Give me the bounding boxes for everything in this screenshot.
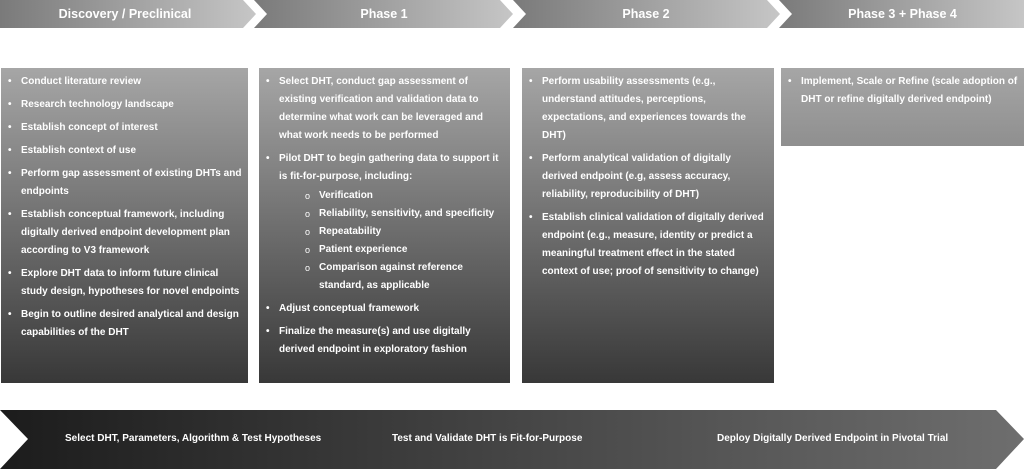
phase-1-box [259, 68, 510, 383]
phase-header-phase-3-4: Phase 3 + Phase 4 [848, 7, 957, 21]
phase-2-box [522, 68, 774, 383]
sublist-item: o Repeatability [279, 223, 504, 241]
phase-header-discovery: Discovery / Preclinical [58, 7, 192, 21]
phase-3-4-box [781, 68, 1024, 146]
sublist-item: o Reliability, sensitivity, and specificity [279, 205, 504, 223]
phase-1-sublist [279, 187, 504, 295]
list-item: • Establish context of use [7, 142, 242, 160]
phase-header-phase-1: Phase 1 [360, 7, 408, 21]
list-item [265, 150, 504, 295]
list-item: • Adjust conceptual framework [265, 300, 504, 318]
list-item: • Explore DHT data to inform future clinical study design, hypotheses for novel endpoints [7, 265, 242, 301]
sublist-item: o Comparison against reference standard, as applicable [279, 259, 504, 295]
list-item: • Finalize the measure(s) and use digitally derived endpoint in exploratory fashion [265, 323, 504, 359]
list-item-text: Pilot DHT to begin gathering data to support it is fit-for-purpose, including: [279, 153, 499, 182]
list-item: • Implement, Scale or Refine (scale adoption of DHT or refine digitally derived endpoint) [787, 73, 1018, 109]
arrow-label-validate: Test and Validate DHT is Fit-for-Purpose [392, 433, 583, 444]
phase-header-phase-2: Phase 2 [622, 7, 670, 21]
list-item: • Perform gap assessment of existing DHTs and endpoints [7, 165, 242, 201]
list-item: • Conduct literature review [7, 73, 242, 91]
sublist-item: o Patient experience [279, 241, 504, 259]
phase-2-list [528, 73, 768, 281]
discovery-list [7, 73, 242, 342]
list-item: • Establish concept of interest [7, 119, 242, 137]
list-item: • Establish clinical validation of digitally derived endpoint (e.g., measure, identity or predict a meaningful treatment effect in the stated context of use; proof of sensitivity to change) [528, 209, 768, 281]
arrow-label-select: Select DHT, Parameters, Algorithm & Test Hypotheses [65, 433, 322, 444]
discovery-box [1, 68, 248, 383]
phase-3-4-list [787, 73, 1018, 109]
list-item: • Begin to outline desired analytical and design capabilities of the DHT [7, 306, 242, 342]
list-item: • Research technology landscape [7, 96, 242, 114]
list-item: • Perform analytical validation of digitally derived endpoint (e.g, assess accuracy, reliability, reproducibility of DHT) [528, 150, 768, 204]
arrow-label-deploy: Deploy Digitally Derived Endpoint in Pivotal Trial [717, 433, 949, 444]
list-item: • Establish conceptual framework, including digitally derived endpoint development plan according to V3 framework [7, 206, 242, 260]
list-item: • Perform usability assessments (e.g., understand attitudes, perceptions, expectations, and experiences towards the DHT) [528, 73, 768, 145]
list-item: • Select DHT, conduct gap assessment of existing verification and validation data to determine what work can be leveraged and what work needs to be performed [265, 73, 504, 145]
sublist-item: o Verification [279, 187, 504, 205]
phase-1-list [265, 73, 504, 359]
